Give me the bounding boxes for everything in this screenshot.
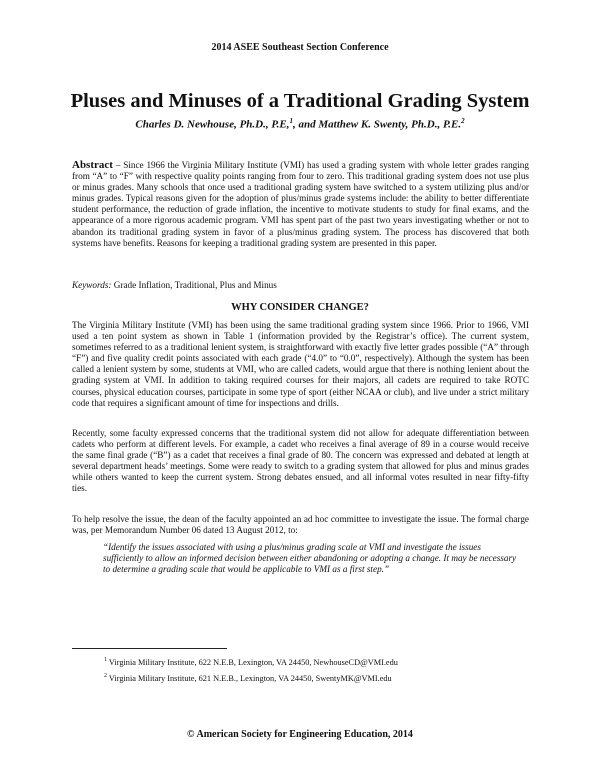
paper-title: Pluses and Minuses of a Traditional Grading System [70, 90, 530, 112]
author-line [0, 117, 600, 131]
keywords [72, 280, 529, 291]
abstract-text: – Since 1966 the Virginia Military Institute (VMI) has used a grading system with whole letter grades ranging from “A” to “F” with respective quality points ranging from four to zero. This traditional grading system does not use plus or minus grades. Many schools that once used a traditional grading system have switched to a system utilizing plus and/or minus grades. Typical reasons given for the adoption of plus/minus grade systems include: the ability to better differentiate student performance, the reduction of grade inflation, the incentive to motivate students to study for final exams, and the appearance of a more rigorous academic program. VMI has spent part of the past two years investigating whether or not to abandon its traditional grading system in favor of a plus/minus grading system. The process has discovered that both systems have benefits. Reasons for keeping a traditional grading system are presented in this paper. [72, 160, 529, 248]
author-1-footnote-mark: 1 [289, 117, 294, 125]
abstract [72, 160, 529, 249]
keywords-text: Grade Inflation, Traditional, Plus and Minus [111, 280, 277, 290]
body-paragraph-1: The Virginia Military Institute (VMI) has been using the same traditional grading system since 1966. Prior to 1966, VMI used a ten point system as shown in Table 1 (information provided by the Registrar’s office). The current system, sometimes referred to as a traditional lenient system, is straightforward with exactly five letter grades possible (“A” through “F”) and five quality credit points associated with each grade (“4.0” to “0.0”, respectively). Although the system has been called a lenient system by some, students at VMI, who are called cadets, would argue that there is nothing lenient about the grading system at VMI. In addition to taking required courses for their majors, all cadets are required to take ROTC courses, physical education courses, participate in some type of sport (either NCAA or club), and live under a strict military code that requires a significant amount of time for inspections and drills. [72, 320, 529, 408]
footnote-divider [72, 648, 227, 649]
author-2-footnote-mark: 2 [461, 117, 465, 125]
footnote-1 [104, 657, 398, 667]
keywords-label: Keywords: [72, 280, 112, 290]
author-2: , and Matthew K. Swenty, Ph.D., P.E. [293, 118, 462, 131]
section-heading: WHY CONSIDER CHANGE? [231, 302, 369, 313]
footnote-1-mark: 1 [104, 657, 107, 663]
footnote-2 [104, 673, 392, 683]
copyright-footer: © American Society for Engineering Education, 2014 [187, 729, 413, 740]
body-paragraph-2: Recently, some faculty expressed concerns that the traditional system did not allow for adequate differentiation between cadets who perform at different levels. For example, a cadet who receives a final average of 89 in a course would receive the same final grade (“B”) as a cadet that receives a final grade of 80. The concern was expressed and debated at length at several department heads’ meetings. Some were ready to switch to a grading system that allowed for plus and minus grades while others wanted to keep the current system. Strong debates ensued, and all informal votes resulted in near fifty-fifty ties. [72, 428, 529, 494]
footnote-2-mark: 2 [104, 673, 107, 679]
conference-header: 2014 ASEE Southeast Section Conference [211, 42, 389, 53]
body-paragraph-3: To help resolve the issue, the dean of the faculty appointed an ad hoc committee to investigate the issue. The formal charge was, per Memorandum Number 06 dated 13 August 2012, to: [72, 514, 529, 536]
abstract-label: Abstract [72, 159, 113, 171]
author-1: Charles D. Newhouse, Ph.D., P.E, [135, 118, 290, 131]
footnote-2-text: Virginia Military Institute, 621 N.E.B., Lexington, VA 24450, SwentyMK@VMI.edu [107, 673, 392, 683]
block-quote: “Identify the issues associated with using a plus/minus grading scale at VMI and investigate the issues sufficiently to allow an informed decision between either abandoning or adopting a change. It may be necessary to determine a grading scale that would be applicable to VMI as a first step.” [103, 542, 517, 575]
footnote-1-text: Virginia Military Institute, 622 N.E.B, Lexington, VA 24450, NewhouseCD@VMI.edu [107, 657, 398, 667]
